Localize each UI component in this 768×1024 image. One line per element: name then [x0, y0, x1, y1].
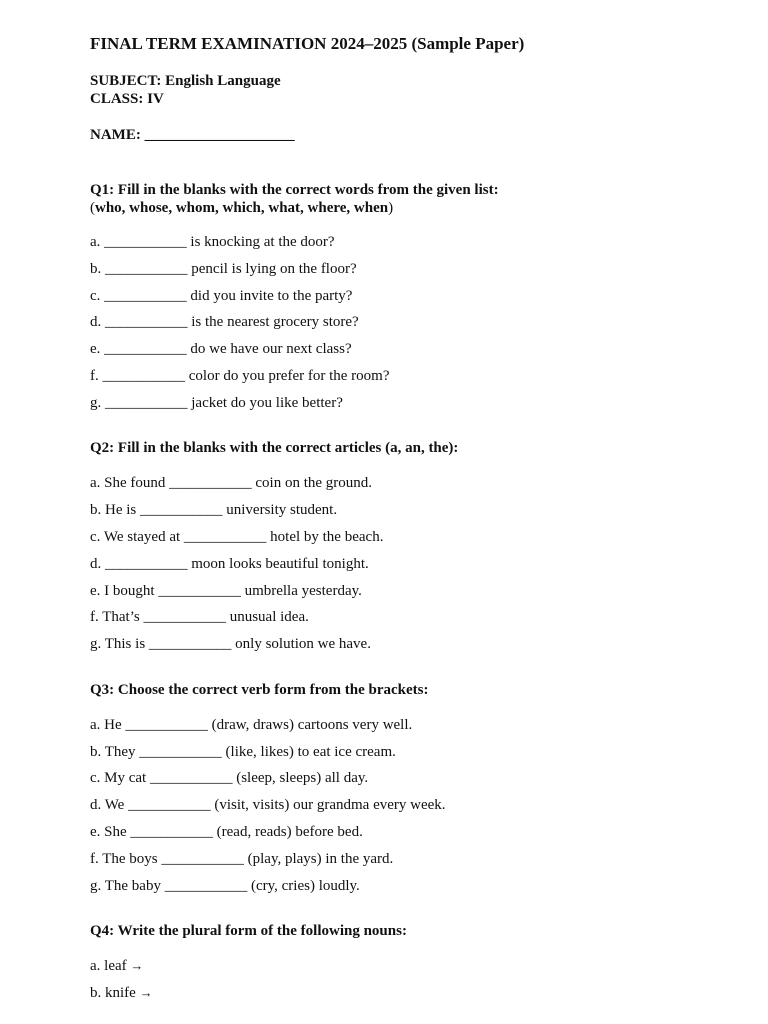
q2-item: g. This is ___________ only solution we have. [90, 636, 371, 652]
q1-item: e. ___________ do we have our next class? [90, 341, 352, 357]
q1-item: g. ___________ jacket do you like better? [90, 395, 343, 411]
q1-item: f. ___________ color do you prefer for the room? [90, 368, 390, 384]
q4-noun: a. leaf [90, 958, 127, 974]
q2-item: c. We stayed at ___________ hotel by the beach. [90, 529, 384, 545]
subject-label: SUBJECT: [90, 73, 162, 89]
q3-item: g. The baby ___________ (cry, cries) loudly. [90, 878, 360, 894]
right-arrow-icon: → [139, 985, 153, 1000]
q3-item: f. The boys ___________ (play, plays) in the yard. [90, 851, 394, 867]
q2-heading: Q2: Fill in the blanks with the correct articles (a, an, the): [90, 440, 459, 456]
q1-list-close: ) [388, 200, 394, 216]
q3-item: a. He ___________ (draw, draws) cartoons very well. [90, 717, 413, 733]
q3-item: e. She ___________ (read, reads) before bed. [90, 824, 363, 840]
q1-item: d. ___________ is the nearest grocery store? [90, 314, 359, 330]
q1-item: c. ___________ did you invite to the party? [90, 288, 353, 304]
subject-value: English Language [165, 73, 281, 89]
class-label: CLASS: [90, 91, 144, 107]
page-title: FINAL TERM EXAMINATION 2024–2025 (Sample Paper) [90, 34, 525, 53]
class-value: IV [147, 91, 164, 107]
q3-item: b. They ___________ (like, likes) to eat ice cream. [90, 744, 396, 760]
class-line [90, 91, 164, 108]
q3-heading: Q3: Choose the correct verb form from the brackets: [90, 682, 429, 698]
q4-heading: Q4: Write the plural form of the following nouns: [90, 923, 407, 939]
q2-item: e. I bought ___________ umbrella yesterday. [90, 583, 362, 599]
q2-item: b. He is ___________ university student. [90, 502, 338, 518]
q1-list-words: who, whose, whom, which, what, where, when [95, 200, 389, 216]
q2-item: d. ___________ moon looks beautiful tonight. [90, 556, 369, 572]
q1-item: a. ___________ is knocking at the door? [90, 234, 335, 250]
q3-item: c. My cat ___________ (sleep, sleeps) all day. [90, 770, 369, 786]
q4-noun: b. knife [90, 985, 136, 1001]
name-line [90, 127, 295, 144]
q2-item: f. That’s ___________ unusual idea. [90, 609, 309, 625]
name-label: NAME: [90, 127, 141, 143]
right-arrow-icon: → [130, 958, 144, 973]
q4-item [90, 985, 153, 1002]
q1-list-open: ( [90, 200, 95, 216]
name-blank: ____________________ [144, 127, 295, 143]
q4-item [90, 958, 143, 975]
subject-line [90, 73, 281, 90]
q1-heading: Q1: Fill in the blanks with the correct words from the given list: [90, 182, 499, 198]
q1-word-list [90, 199, 393, 218]
q3-item: d. We ___________ (visit, visits) our grandma every week. [90, 797, 446, 813]
q1-item: b. ___________ pencil is lying on the floor? [90, 261, 357, 277]
q2-item: a. She found ___________ coin on the ground. [90, 475, 373, 491]
